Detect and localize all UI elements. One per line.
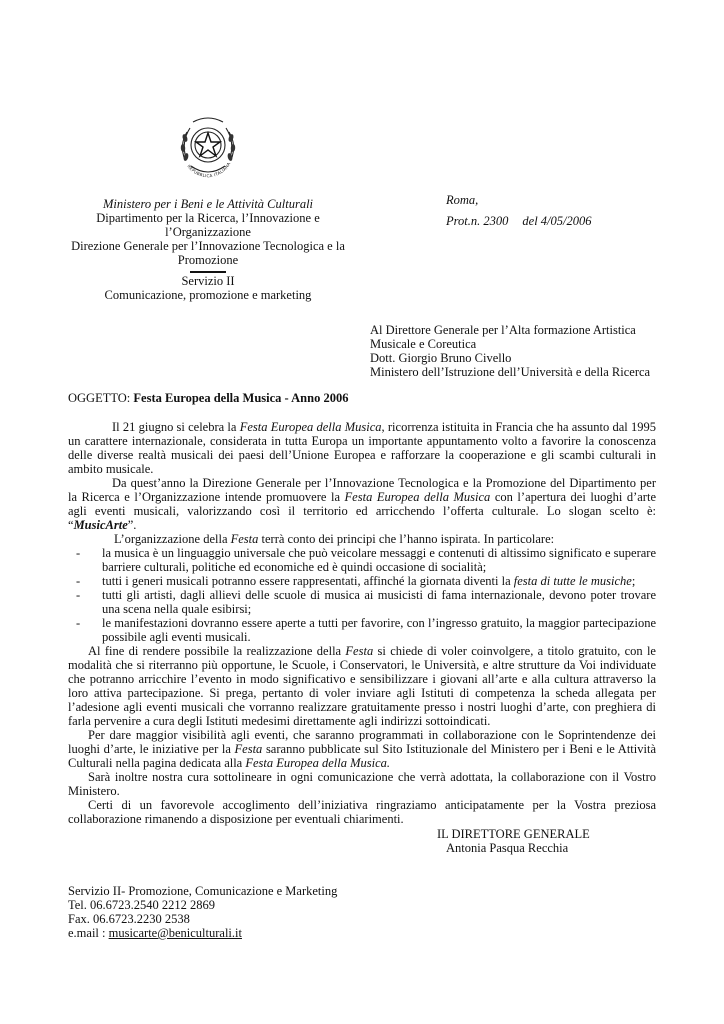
ministry-name: Ministero per i Beni e le Attività Culturali — [102, 197, 314, 211]
subject-line — [68, 391, 708, 405]
paragraph-2 — [68, 476, 656, 532]
p2-text-c: ”. — [127, 518, 137, 532]
list-item-text: tutti i generi musicali potranno essere rappresentati, affinché la giornata diventi la — [102, 574, 514, 588]
list-dash: - — [76, 574, 81, 588]
subject-text: Festa Europea della Musica - Anno 2006 — [133, 391, 349, 405]
emblem-ribbon-text: REPUBBLICA ITALIANA — [186, 161, 232, 179]
list-item — [68, 588, 656, 616]
contact-fax: Fax. 06.6723.2230 2538 — [68, 912, 190, 926]
place-line: Roma, — [446, 193, 479, 207]
paragraph-5 — [68, 728, 656, 770]
contacts-block — [68, 884, 337, 940]
paragraph-6: Sarà inoltre nostra cura sottolineare in ogni comunicazione che verrà adottata, la collaborazione con il Vostro Ministero. — [68, 770, 656, 798]
list-item-emphasis: festa di tutte le musiche — [513, 574, 632, 588]
p5-text-a: Per dare maggior visibilità agli eventi, che saranno programmati in collaborazione con le Soprintendenze dei luoghi d’arte, le iniziative per la — [68, 728, 656, 756]
service-name: Servizio II — [181, 274, 235, 288]
p2-text-a: Da quest’anno la Direzione Generale per l’Innovazione Tecnologica e la Promozione del Dipartimento per la Ricerca e l’Organizzazione intende promuovere la — [68, 476, 656, 504]
protocol-line — [446, 214, 591, 228]
svg-text:REPUBBLICA ITALIANA — [186, 161, 231, 178]
list-item — [68, 574, 656, 588]
p1-text-a: Il 21 giugno si celebra la — [112, 420, 240, 434]
list-item — [68, 616, 656, 644]
slogan: MusicArte — [73, 518, 128, 532]
paragraph-7: Certi di un favorevole accoglimento dell’iniziativa ringraziamo anticipatamente per la Vostra preziosa collaborazione rimanendo a disposizione per eventuali chiarimenti. — [68, 798, 656, 826]
recipient-line-1: Al Direttore Generale per l’Alta formazione Artistica — [370, 323, 636, 337]
p2-text-b: con l’apertura dei luoghi d’arte agli eventi musicali, valorizzando così il territorio ed arricchendo l’offerta culturale. Lo slogan scelto è: “ — [68, 490, 656, 532]
service-description: Comunicazione, promozione e marketing — [104, 288, 312, 302]
paragraph-1 — [68, 420, 656, 476]
protocol-number: Prot.n. 2300 — [446, 214, 509, 228]
recipient-line-3: Dott. Giorgio Bruno Civello — [370, 351, 512, 365]
p2-emphasis: Festa Europea della Musica — [344, 490, 491, 504]
p3-emphasis: Festa — [230, 532, 259, 546]
contact-office: Servizio II- Promozione, Comunicazione e Marketing — [68, 884, 338, 898]
signature-block — [437, 827, 590, 855]
p4-text-a: Al fine di rendere possibile la realizzazione della — [88, 644, 346, 658]
list-item-tail: ; — [631, 574, 636, 588]
recipient-line-4: Ministero dell’Istruzione dell’Università e della Ricerca — [370, 365, 651, 379]
list-item-text: tutti gli artisti, dagli allievi delle scuole di musica ai musicisti di fama internazionale, devono poter trovare una scena nella quale esibirsi; — [102, 588, 656, 616]
email-label: e.mail : — [68, 926, 109, 940]
principles-list — [68, 546, 656, 644]
list-dash: - — [76, 616, 81, 630]
letter-body — [68, 420, 656, 826]
p5-emphasis-a: Festa — [234, 742, 263, 756]
subject-label: OGGETTO: — [68, 391, 131, 405]
list-item — [68, 546, 656, 574]
p3-text-b: terrà conto dei principi che l’hanno ispirata. In particolare: — [258, 532, 555, 546]
list-item-text: la musica è un linguaggio universale che può veicolare messaggi e contenuti di altissimo significato e superare barriere culturali, politiche ed economiche ed è quindi occasione di socialità; — [102, 546, 656, 574]
recipient-line-2: Musicale e Coreutica — [370, 337, 477, 351]
signature-title: IL DIRETTORE GENERALE — [437, 827, 590, 841]
p5-text-b: saranno pubblicate sul Sito Istituzionale del Ministero per i Beni e le Attività Culturali nella pagina dedicata alla — [68, 742, 656, 770]
p4-emphasis: Festa — [345, 644, 374, 658]
divider-rule — [190, 271, 226, 273]
emblem-of-italy-icon — [173, 112, 243, 184]
list-item-text: le manifestazioni dovranno essere aperte a tutti per favorire, con l’ingresso gratuito, la maggior partecipazione possibile agli eventi musicali. — [102, 616, 656, 644]
direction-line-1: Direzione Generale per l’Innovazione Tecnologica e la — [71, 239, 345, 253]
list-dash: - — [76, 588, 81, 602]
paragraph-3 — [68, 532, 656, 546]
recipient-block — [370, 323, 700, 379]
department-line-2: l’Organizzazione — [165, 225, 251, 239]
p3-text-a: L’organizzazione della — [114, 532, 231, 546]
signature-name: Antonia Pasqua Recchia — [446, 841, 569, 855]
paragraph-4 — [68, 644, 656, 728]
contact-email-line — [68, 926, 337, 940]
department-line-1: Dipartimento per la Ricerca, l’Innovazione e — [96, 211, 320, 225]
protocol-date: del 4/05/2006 — [522, 214, 592, 228]
direction-line-2: Promozione — [177, 253, 239, 267]
p1-emphasis: Festa Europea della Musica — [239, 420, 382, 434]
contact-phone: Tel. 06.6723.2540 2212 2869 — [68, 898, 216, 912]
p5-emphasis-b: Festa Europea della Musica. — [245, 756, 391, 770]
email-link[interactable]: musicarte@beniculturali.it — [108, 926, 242, 940]
list-dash: - — [76, 546, 81, 560]
p1-text-b: , ricorrenza istituita in Francia che ha assunto dal 1995 un carattere internazionale, considerata in tutta Europa un importante appuntamento volto a favorire la conoscenza delle diverse realtà musicali dei paesi dell’Unione Europea e rafforzare la cooperazione e gli scambi culturali in ambito musicale. — [68, 420, 656, 476]
sender-block — [62, 197, 354, 302]
p4-text-b: si chiede di voler coinvolgere, a titolo gratuito, con le modalità che si riterranno più opportune, le Scuole, i Conservatori, le Università, e altre strutture da Voi individuate che potranno arricchire l’evento in modo significativo e sensibilizzare i giovani all’arte e alla cultura attraverso la loro attiva partecipazione. Si prega, pertanto di voler inviare agli Istituti di competenza la scheda allegata per l’adesione agli eventi musicali che vorranno realizzare gratuitamente presso i nostri luoghi d’arte, con preghiera di farla pervenire a cura degli Istituti medesimi direttamente agli indirizzi sottoindicati. — [68, 644, 656, 728]
